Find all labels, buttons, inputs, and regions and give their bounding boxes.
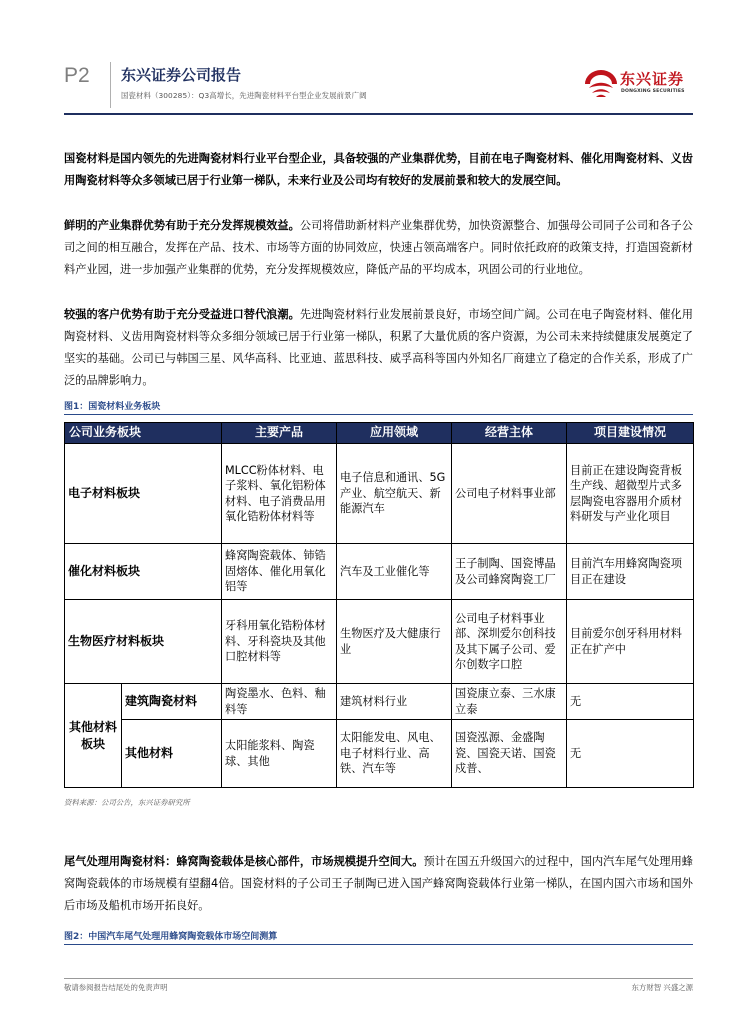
entity-cell: 国瓷泓源、金盛陶瓷、国瓷天诺、国瓷戍普、 [452,720,567,788]
cluster-advantage-lead: 鲜明的产业集群优势有助于充分发挥规模效益。 [64,219,300,232]
projects-cell: 目前汽车用蜂窝陶瓷项目正在建设 [567,544,694,600]
projects-cell: 无 [567,720,694,788]
segment-cell: 催化材料板块 [65,544,222,600]
products-cell: 陶瓷墨水、色料、釉料等 [222,684,337,720]
cluster-advantage-paragraph [64,215,693,281]
header-applications: 应用领域 [337,423,452,444]
entity-cell: 国瓷康立泰、三水康立泰 [452,684,567,720]
figure1-source: 资料来源：公司公告，东兴证券研究所 [64,798,190,807]
honeycomb-lead: 尾气处理用陶瓷材料：蜂窝陶瓷载体是核心部件，市场规模提升空间大。 [64,855,424,868]
logo-mark-icon [583,67,619,99]
figure1-rule [64,414,693,415]
products-cell: MLCC粉体材料、电子浆料、氧化铝粉体材料、电子消费品用氧化锆粉体材料等 [222,444,337,544]
table-row [65,600,694,684]
page-number: P2 [64,64,90,87]
customer-advantage-paragraph [64,304,693,392]
subsegment-cell: 其他材料 [122,720,222,788]
entity-cell: 王子制陶、国瓷博晶及公司蜂窝陶瓷工厂 [452,544,567,600]
segment-cell: 电子材料板块 [65,444,222,544]
cluster-advantage-body: 公司将借助新材料产业集群优势，加快资源整合、加强母公司同子公司和各子公司之间的相互融合，发挥在产品、技术、市场等方面的协同效应，快速占领高端客户。同时依托政府的政策支持，打造国瓷新材料产业园，进一步加强产业集群的优势，充分发挥规模效应，降低产品的平均成本，巩固公司的行业地位。 [64,219,693,276]
customer-advantage-lead: 较强的客户优势有助于充分受益进口替代浪潮。 [64,308,300,321]
intro-paragraph [64,148,693,192]
table-row [65,684,694,720]
header-rule [64,113,693,115]
header-products: 主要产品 [222,423,337,444]
header-entity: 经营主体 [452,423,567,444]
products-cell: 牙科用氧化锆粉体材料、牙科瓷块及其他口腔材料等 [222,600,337,684]
projects-cell: 目前爱尔创牙科用材料正在扩产中 [567,600,694,684]
table-row [65,444,694,544]
figure1-caption: 图1：国瓷材料业务板块 [64,402,161,412]
applications-cell: 建筑材料行业 [337,684,452,720]
subsegment-cell: 建筑陶瓷材料 [122,684,222,720]
applications-cell: 太阳能发电、风电、电子材料行业、高铁、汽车等 [337,720,452,788]
footer-slogan: 东方财智 兴盛之源 [631,983,693,992]
applications-cell: 汽车及工业催化等 [337,544,452,600]
projects-cell: 无 [567,684,694,720]
other-segment-cell: 其他材料板块 [65,684,122,788]
products-cell: 蜂窝陶瓷载体、铈锆固熔体、催化用氧化铝等 [222,544,337,600]
customer-advantage-body: 先进陶瓷材料行业发展前景良好，市场空间广阔。公司在电子陶瓷材料、催化用陶瓷材料、义齿用陶瓷材料等众多细分领域已居于行业第一梯队，积累了大量优质的客户资源，为公司未来持续健康发展奠定了坚实的基础。公司已与韩国三星、风华高科、比亚迪、蓝思科技、威孚高科等国内外知名厂商建立了稳定的合作关系，形成了广泛的品牌影响力。 [64,308,693,387]
table-header-row [65,423,694,444]
business-segment-table [64,422,694,788]
logo-english-name: DONGXING SECURITIES [621,89,685,94]
header-projects: 项目建设情况 [567,423,694,444]
honeycomb-paragraph [64,851,693,917]
report-subtitle: 国瓷材料（300285）：Q3高增长，先进陶瓷材料平台型企业发展前景广阔 [121,91,367,100]
projects-cell: 目前正在建设陶瓷背板生产线、超微型片式多层陶瓷电容器用介质材料研发与产业化项目 [567,444,694,544]
footer-disclaimer: 敬请参阅报告结尾处的免责声明 [64,983,168,992]
honeycomb-body: 预计在国五升级国六的过程中，国内汽车尾气处理用蜂窝陶瓷载体的市场规模有望翻4倍。国瓷材料的子公司王子制陶已进入国产蜂窝陶瓷载体行业第一梯队，在国内国六市场和国外后市场及船机市场开拓良好。 [64,855,693,912]
dongxing-logo [583,66,693,100]
entity-cell: 公司电子材料事业部 [452,444,567,544]
products-cell: 太阳能浆料、陶瓷球、其他 [222,720,337,788]
table-row [65,544,694,600]
footer-rule [64,978,693,979]
figure2-caption: 图2：中国汽车尾气处理用蜂窝陶瓷载体市场空间测算 [64,932,278,942]
header-segment: 公司业务板块 [65,423,222,444]
table-row [65,720,694,788]
applications-cell: 生物医疗及大健康行业 [337,600,452,684]
figure2-rule [64,944,693,945]
entity-cell: 公司电子材料事业部、深圳爱尔创科技及其下属子公司、爱尔创数字口腔 [452,600,567,684]
report-title: 东兴证券公司报告 [121,66,242,84]
intro-text: 国瓷材料是国内领先的先进陶瓷材料行业平台型企业，具备较强的产业集群优势，目前在电子陶瓷材料、催化用陶瓷材料、义齿用陶瓷材料等众多领域已居于行业第一梯队，未来行业及公司均有较好的发展前景和较大的发展空间。 [64,152,693,187]
applications-cell: 电子信息和通讯、5G产业、航空航天、新能源汽车 [337,444,452,544]
logo-chinese-name: 东兴证券 [620,70,685,88]
header-divider [110,62,111,108]
segment-cell: 生物医疗材料板块 [65,600,222,684]
